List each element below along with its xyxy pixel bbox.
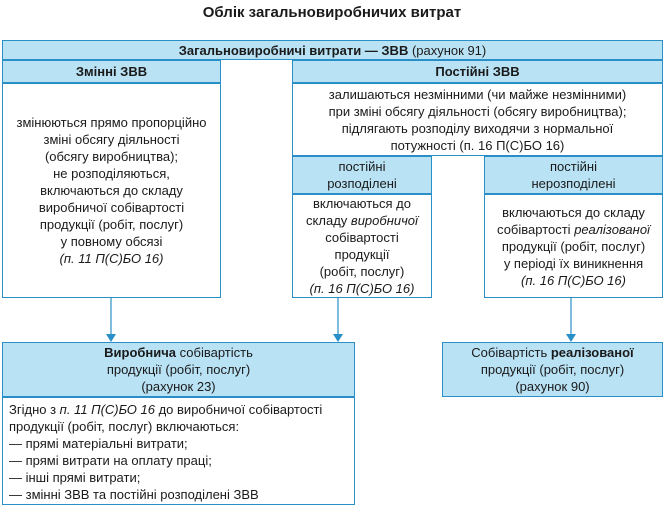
fixed-line: залишаються незмінними (чи майже незмінними) bbox=[328, 86, 627, 102]
page-title: Облік загальновиробничих витрат bbox=[202, 4, 462, 21]
arrowhead bbox=[106, 334, 116, 342]
variable-costs-header-label: Змінні ЗВВ bbox=[75, 64, 148, 79]
unallocated-line: продукції (робіт, послуг) bbox=[501, 238, 646, 254]
list-item: — прямі матеріальні витрати; bbox=[9, 436, 188, 451]
fixed-line: потужності (п. 16 П(С)БО 16) bbox=[390, 137, 565, 153]
list-item: — змінні ЗВВ та постійні розподілені ЗВВ bbox=[9, 487, 259, 502]
allocated-line: включаються до bbox=[313, 196, 411, 211]
unallocated-reference: (п. 16 П(С)БО 16) bbox=[521, 272, 626, 288]
fixed-line: підлягають розподілу виходячи з нормальної bbox=[341, 120, 614, 136]
variable-line: (обсягу виробництва); bbox=[44, 149, 179, 164]
unallocated-line: у періоді їх виникнення bbox=[503, 255, 644, 271]
list-item: — інші прямі витрати; bbox=[9, 470, 141, 485]
sales-cost-box bbox=[442, 342, 663, 397]
sales-cost-account: (рахунок 90) bbox=[515, 379, 590, 394]
variable-line: включаються до складу bbox=[40, 183, 183, 198]
sales-cost-text: Собівартість bbox=[471, 345, 551, 360]
variable-line: змінюються прямо пропорційно bbox=[16, 115, 207, 130]
includes-intro bbox=[9, 401, 354, 418]
includes-intro-reference: п. 11 П(С)БО 16 bbox=[59, 402, 155, 417]
sales-cost-line: продукції (робіт, послуг) bbox=[480, 362, 625, 377]
production-cost-emphasis: Виробнича bbox=[104, 345, 177, 360]
variable-line: виробничої собівартості bbox=[38, 200, 185, 215]
allocated-line: продукції bbox=[334, 247, 390, 262]
variable-line: продукції (робіт, послуг) bbox=[39, 217, 184, 232]
sales-cost-line bbox=[471, 344, 633, 361]
variable-reference: (п. 11 П(С)БО 16) bbox=[59, 251, 164, 266]
allocated-line: собівартості bbox=[325, 230, 399, 245]
allocated-header-line: розподілені bbox=[327, 176, 397, 191]
includes-intro-text: Згідно з bbox=[9, 402, 60, 417]
production-cost-account: (рахунок 23) bbox=[141, 379, 216, 394]
fixed-line: при зміні обсягу діяльності (обсягу виробництва); bbox=[328, 103, 627, 119]
variable-line: не розподіляються, bbox=[53, 166, 170, 181]
includes-intro-text: до виробничої собівартості bbox=[154, 402, 323, 417]
includes-list bbox=[9, 435, 354, 503]
list-item: — прямі витрати на оплату праці; bbox=[9, 453, 212, 468]
production-cost-box bbox=[2, 342, 355, 397]
overhead-costs-account: (рахунок 91) bbox=[408, 42, 487, 58]
allocated-reference: (п. 16 П(С)БО 16) bbox=[309, 281, 415, 296]
production-cost-text: собівартість bbox=[176, 345, 253, 360]
allocated-line-emphasis: виробничої bbox=[350, 213, 418, 228]
production-cost-includes bbox=[2, 397, 355, 505]
unallocated-line: включаються до складу bbox=[502, 204, 645, 220]
sales-cost-emphasis: реалізованої bbox=[550, 345, 634, 360]
allocated-line-text: складу bbox=[306, 213, 351, 228]
production-cost-line: продукції (робіт, послуг) bbox=[106, 362, 251, 377]
variable-line: зміні обсягу діяльності bbox=[43, 132, 180, 147]
unallocated-line-text: собівартості bbox=[497, 221, 575, 237]
allocated-header-line: постійні bbox=[338, 159, 386, 174]
unallocated-header-line: нерозподілені bbox=[531, 176, 616, 191]
fixed-costs-header-label: Постійні ЗВВ bbox=[435, 64, 520, 79]
arrowhead bbox=[333, 334, 343, 342]
variable-line: у повному обсязі bbox=[60, 234, 163, 249]
unallocated-line-emphasis: реалізованої bbox=[574, 221, 650, 237]
arrowhead bbox=[566, 334, 576, 342]
overhead-costs-title: Загальновиробничі витрати — ЗВВ bbox=[178, 42, 409, 58]
allocated-line: (робіт, послуг) bbox=[319, 264, 405, 279]
includes-intro-line: продукції (робіт, послуг) включаються: bbox=[9, 419, 240, 434]
unallocated-header-line: постійні bbox=[550, 159, 597, 174]
production-cost-line bbox=[104, 344, 253, 361]
